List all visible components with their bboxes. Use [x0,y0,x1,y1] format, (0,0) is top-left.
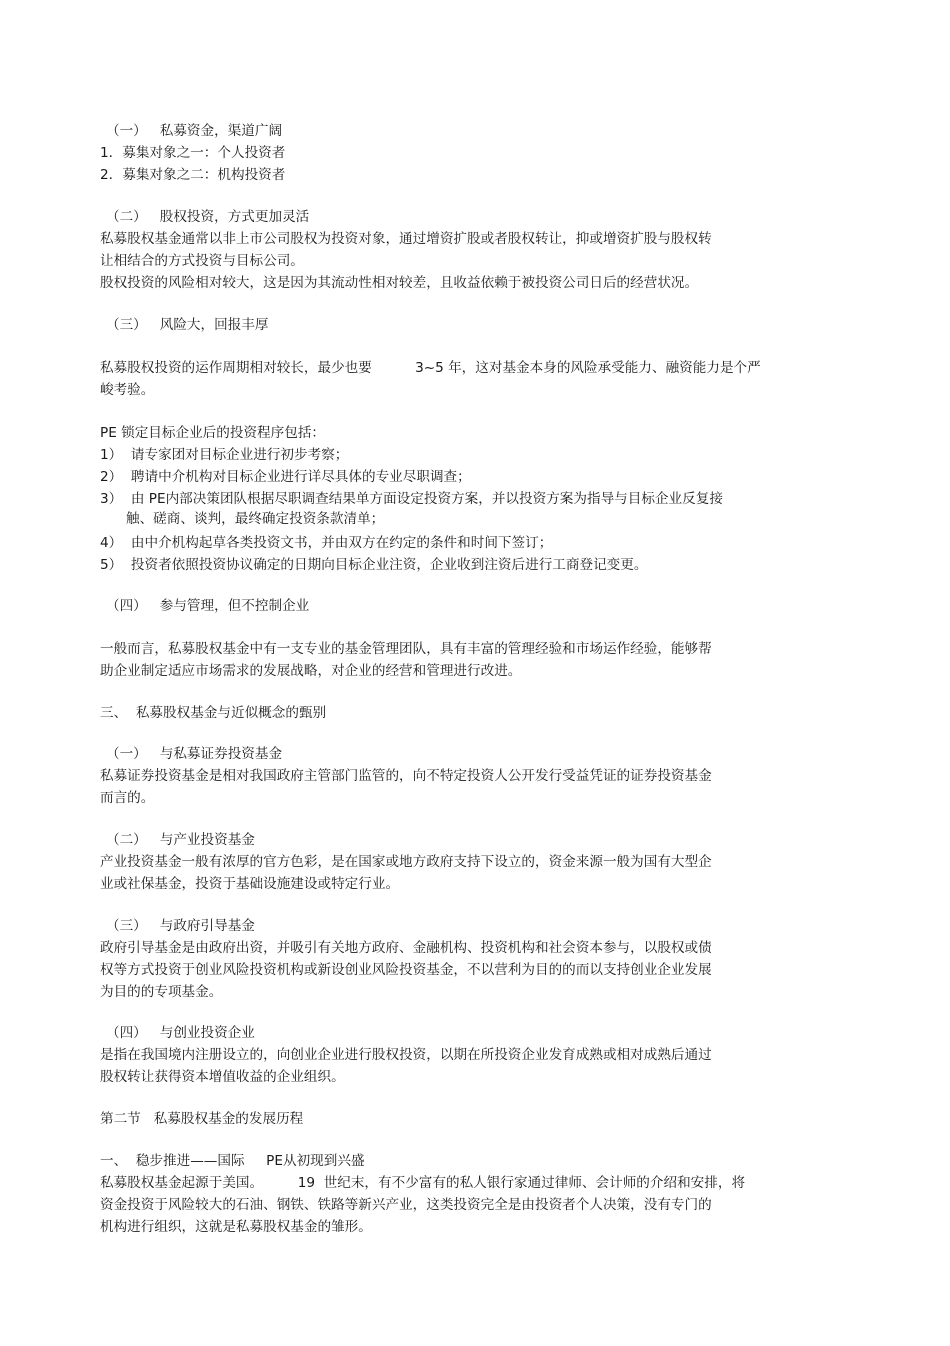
paragraph-line: 机构进行组织，这就是私募股权基金的雏形。 [100,1219,372,1235]
paragraph-line: 助企业制定适应市场需求的发展战略，对企业的经营和管理进行改进。 [100,663,522,679]
paragraph-line: 资金投资于风险较大的石油、钢铁、铁路等新兴产业，这类投资完全是由投资者个人决策，没有专门的 [100,1197,712,1213]
paragraph-line: 政府引导基金是由政府出资，并吸引有关地方政府、金融机构、投资机构和社会资本参与，以股权或债 [100,940,712,956]
paragraph-line: 私募股权基金起源于美国。 19 世纪末，有不少富有的私人银行家通过律师、会计师的介绍和安排，将 [100,1175,746,1191]
section-heading: （二） 股权投资，方式更加灵活 [106,209,310,225]
list-item: 1．募集对象之一：个人投资者 [100,145,286,161]
paragraph-line: 业或社保基金，投资于基础设施建设或特定行业。 [100,876,400,892]
list-item: 2．募集对象之二：机构投资者 [100,167,286,183]
list-item: 5） 投资者依照投资协议确定的日期向目标企业注资，企业收到注资后进行工商登记变更。 [100,557,648,573]
paragraph-line: 让相结合的方式投资与目标公司。 [100,253,304,269]
paragraph-line: 峻考验。 [100,382,155,398]
list-item: 2） 聘请中介机构对目标企业进行详尽具体的专业尽职调查； [100,469,471,485]
section-heading: （三） 风险大，回报丰厚 [106,317,269,333]
paragraph-line: 股权投资的风险相对较大，这是因为其流动性相对较差，且收益依赖于被投资公司日后的经营状况。 [100,275,699,291]
chapter-heading: 第二节 私募股权基金的发展历程 [100,1111,304,1127]
list-item: 4） 由中介机构起草各类投资文书，并由双方在约定的条件和时间下签订； [100,535,553,551]
paragraph-line: 为目的的专项基金。 [100,984,223,1000]
section-heading: （四） 与创业投资企业 [106,1025,255,1041]
list-item: 3） 由 PE内部决策团队根据尽职调查结果单方面设定投资方案，并以投资方案为指导与目标企业反复接 [100,491,723,507]
paragraph-line: 私募证券投资基金是相对我国政府主管部门监管的，向不特定投资人公开发行受益凭证的证券投资基金 [100,768,712,784]
paragraph-line: PE 锁定目标企业后的投资程序包括： [100,425,326,441]
section-heading: （二） 与产业投资基金 [106,832,255,848]
list-item-continuation: 触、磋商、谈判，最终确定投资条款清单； [126,511,385,527]
paragraph-line: 一般而言，私募股权基金中有一支专业的基金管理团队，具有丰富的管理经验和市场运作经验，能够帮 [100,641,712,657]
paragraph-line: 产业投资基金一般有浓厚的官方色彩，是在国家或地方政府支持下设立的，资金来源一般为国有大型企 [100,854,712,870]
section-heading: （一） 私募资金，渠道广阔 [106,123,283,139]
paragraph-line: 私募股权基金通常以非上市公司股权为投资对象，通过增资扩股或者股权转让，抑或增资扩股与股权转 [100,231,712,247]
paragraph-line: 而言的。 [100,790,155,806]
paragraph-line: 是指在我国境内注册设立的，向创业企业进行股权投资，以期在所投资企业发育成熟或相对成熟后通过 [100,1047,712,1063]
section-heading: （四） 参与管理，但不控制企业 [106,598,310,614]
paragraph-line: 私募股权投资的运作周期相对较长，最少也要 3~5 年，这对基金本身的风险承受能力、融资能力是个严 [100,360,761,376]
part-heading: 三、 私募股权基金与近似概念的甄别 [100,705,327,721]
section-heading: （一） 与私募证券投资基金 [106,746,283,762]
paragraph-line: 权等方式投资于创业风险投资机构或新设创业风险投资基金，不以营利为目的的而以支持创业企业发展 [100,962,712,978]
list-item: 1） 请专家团对目标企业进行初步考察； [100,447,349,463]
subsection-heading: 一、 稳步推进——国际 PE从初现到兴盛 [100,1153,365,1169]
section-heading: （三） 与政府引导基金 [106,918,255,934]
paragraph-line: 股权转让获得资本增值收益的企业组织。 [100,1069,345,1085]
